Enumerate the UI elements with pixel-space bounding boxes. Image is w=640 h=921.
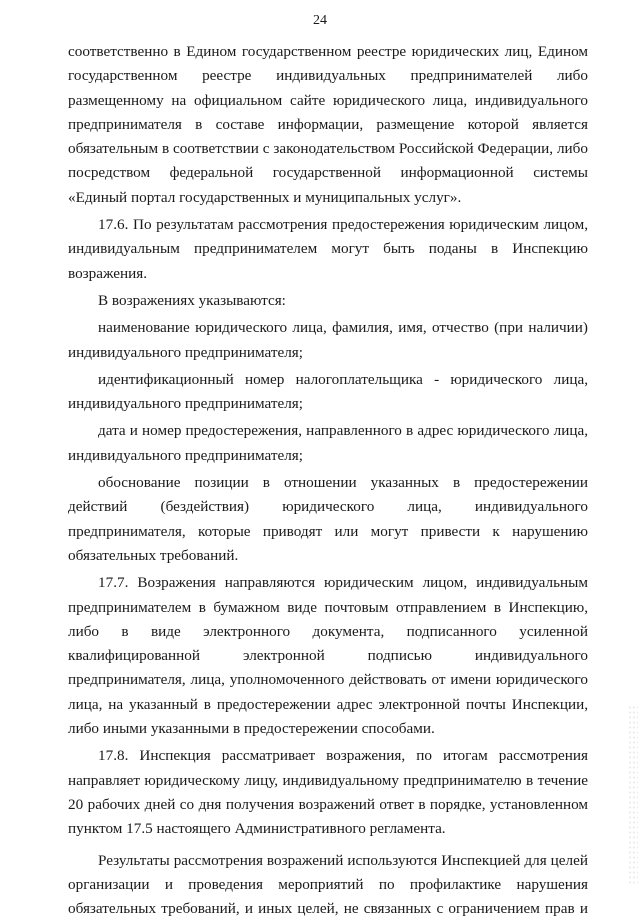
paragraph-17-7: 17.7. Возражения направляются юридическим лицом, индивидуальным предпринимателем в бумажном виде почтовым отправлением в Инспекцию, либо в виде электронного документа, подписанного усиленной квалифицированной электронной подписью индивидуального предпринимателя, лица, уполномоченного действовать от имени юридического лица, на указанный в предостережении адрес электронной почты Инспекции, либо иными указанными в предостережении способами. bbox=[68, 571, 588, 741]
paragraph-results: Результаты рассмотрения возражений используются Инспекцией для целей организации и проведения мероприятий по профилактике нарушения обязательных требований, и иных целей, не связанных с ограничением прав и bbox=[68, 849, 588, 921]
page-number: 24 bbox=[0, 12, 640, 30]
list-item-justification: обоснование позиции в отношении указанных в предостережении действий (бездействия) юридического лица, индивидуального предпринимателя, которые приводят или могут привести к нарушению обязательных требований. bbox=[68, 471, 588, 568]
list-item-name: наименование юридического лица, фамилия, имя, отчество (при наличии) индивидуального предпринимателя; bbox=[68, 316, 588, 365]
list-item-tax-id: идентификационный номер налогоплательщика - юридического лица, индивидуального предпринимателя; bbox=[68, 368, 588, 417]
scan-noise bbox=[628, 705, 638, 885]
paragraph-17-6: 17.6. По результатам рассмотрения предостережения юридическим лицом, индивидуальным предпринимателем могут быть поданы в Инспекцию возражения. bbox=[68, 213, 588, 286]
list-item-warning-date: дата и номер предостережения, направленного в адрес юридического лица, индивидуального предпринимателя; bbox=[68, 419, 588, 468]
document-body bbox=[68, 40, 588, 921]
paragraph-17-8: 17.8. Инспекция рассматривает возражения, по итогам рассмотрения направляет юридическому лицу, индивидуальному предпринимателю в течение 20 рабочих дней со дня получения возражений ответ в порядке, установленном пунктом 17.5 настоящего Административного регламента. bbox=[68, 744, 588, 841]
paragraph-continued: соответственно в Едином государственном реестре юридических лиц, Едином государственном реестре индивидуальных предпринимателей либо размещенному на официальном сайте юридического лица, индивидуального предпринимателя в составе информации, размещение которой является обязательным в соответствии с законодательством Российской Федерации, либо посредством федеральной государственной информационной системы «Единый портал государственных и муниципальных услуг». bbox=[68, 40, 588, 210]
paragraph-objections-list-intro: В возражениях указываются: bbox=[68, 289, 588, 313]
